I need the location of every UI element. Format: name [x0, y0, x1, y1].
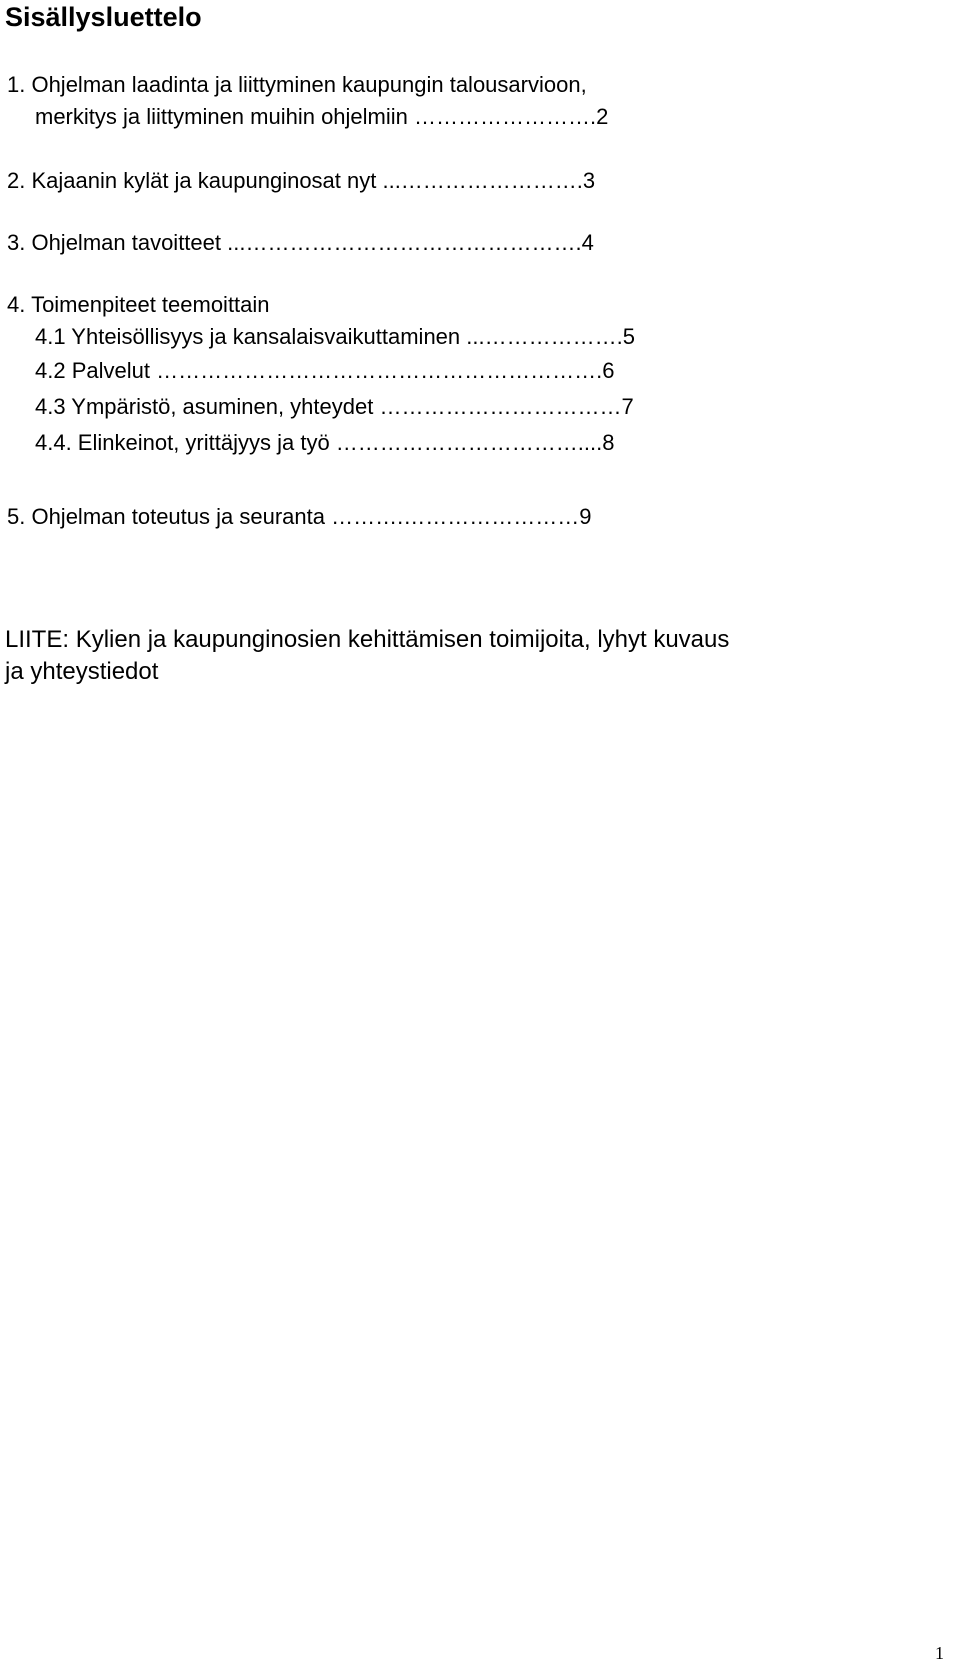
toc-entry-2: 2. Kajaanin kylät ja kaupunginosat nyt ...…………………….3: [7, 168, 596, 193]
toc-entry-4-1: 4.1 Yhteisöllisyys ja kansalaisvaikuttaminen ...……………….5: [35, 324, 635, 349]
toc-entry-3: 3. Ohjelman tavoitteet ...……………………………………….4: [7, 230, 594, 255]
toc-entry-4-3: 4.3 Ympäristö, asuminen, yhteydet ……………………………7: [35, 394, 634, 419]
appendix-line-2: ja yhteystiedot: [5, 658, 159, 685]
appendix-line-1: LIITE: Kylien ja kaupunginosien kehittämisen toimijoita, lyhyt kuvaus: [5, 626, 730, 653]
toc-entry-4: 4. Toimenpiteet teemoittain: [7, 292, 270, 317]
page-title: Sisällysluettelo: [5, 2, 202, 32]
page-number: 1: [935, 1643, 944, 1663]
toc-entry-4-4: 4.4. Elinkeinot, yrittäjyys ja työ ……………………………....8: [35, 430, 615, 455]
toc-entry-1-continued: merkitys ja liittyminen muihin ohjelmiin …………………….2: [35, 104, 609, 129]
toc-entry-1: 1. Ohjelman laadinta ja liittyminen kaupungin talousarvioon,: [7, 72, 587, 97]
toc-entry-5: 5. Ohjelman toteutus ja seuranta ……….……………………9: [7, 504, 592, 529]
toc-entry-4-2: 4.2 Palvelut …………………………………………………….6: [35, 358, 615, 383]
